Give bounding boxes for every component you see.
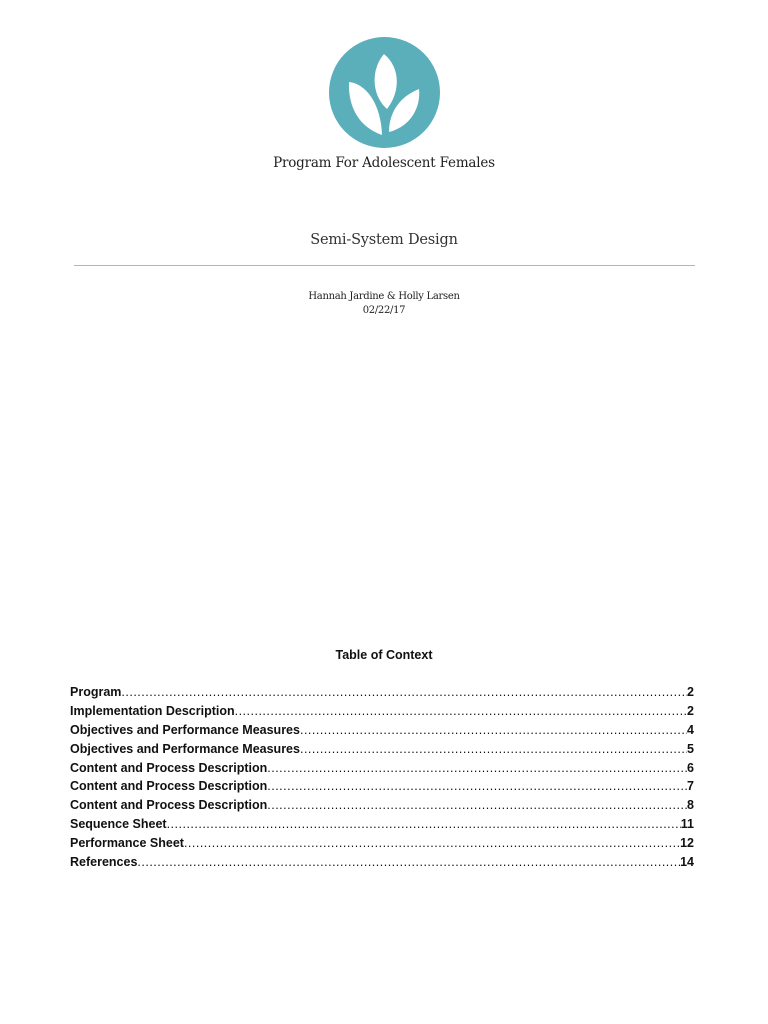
toc-entry-page: 4 [687, 722, 694, 737]
toc-entry-page: 8 [687, 798, 694, 813]
document-title: Semi-System Design [310, 232, 458, 248]
toc-entry-label: Performance Sheet [70, 836, 184, 851]
toc-entry-page: 2 [687, 703, 694, 718]
toc-entry-page: 5 [687, 741, 694, 756]
toc-entry [70, 761, 694, 780]
toc-entry-page: 7 [687, 779, 694, 794]
toc-entry-label: Implementation Description [70, 703, 235, 718]
document-authors: Hannah Jardine & Holly Larsen [308, 291, 460, 302]
toc-entry [70, 855, 694, 874]
table-of-contents [70, 685, 694, 874]
toc-entry [70, 704, 694, 723]
toc-entry [70, 836, 694, 855]
toc-entry-label: Content and Process Description [70, 779, 268, 794]
toc-entry-label: Objectives and Performance Measures [70, 722, 300, 737]
toc-leader-dots [267, 761, 687, 775]
toc-entry-page: 11 [680, 817, 694, 832]
toc-entry-page: 2 [687, 685, 694, 699]
leaf-sprout-icon [329, 37, 440, 148]
document-date: 02/22/17 [362, 305, 406, 316]
toc-leader-dots [267, 798, 687, 812]
toc-entry [70, 685, 694, 704]
toc-entry-label: References [70, 855, 138, 870]
toc-entry-page: 12 [680, 836, 694, 851]
toc-entry [70, 742, 694, 761]
toc-leader-dots [184, 836, 680, 850]
toc-entry [70, 798, 694, 817]
toc-leader-dots [235, 704, 687, 718]
toc-leader-dots [167, 817, 681, 831]
toc-title: Table of Context [335, 648, 433, 662]
toc-leader-dots [137, 855, 680, 869]
program-name: Program For Adolescent Females [273, 155, 495, 171]
toc-entry-label: Sequence Sheet [70, 817, 167, 832]
toc-leader-dots [267, 779, 687, 793]
toc-entry-label: Program [70, 685, 122, 699]
toc-entry-label: Content and Process Description [70, 760, 268, 775]
toc-entry-label: Content and Process Description [70, 798, 268, 813]
toc-entry [70, 723, 694, 742]
title-divider [74, 265, 695, 266]
toc-entry-label: Objectives and Performance Measures [70, 741, 300, 756]
toc-entry-page: 14 [680, 855, 694, 870]
toc-leader-dots [121, 685, 687, 699]
toc-leader-dots [300, 723, 687, 737]
toc-entry-page: 6 [687, 760, 694, 775]
toc-entry [70, 817, 694, 836]
toc-leader-dots [300, 742, 687, 756]
toc-entry [70, 779, 694, 798]
